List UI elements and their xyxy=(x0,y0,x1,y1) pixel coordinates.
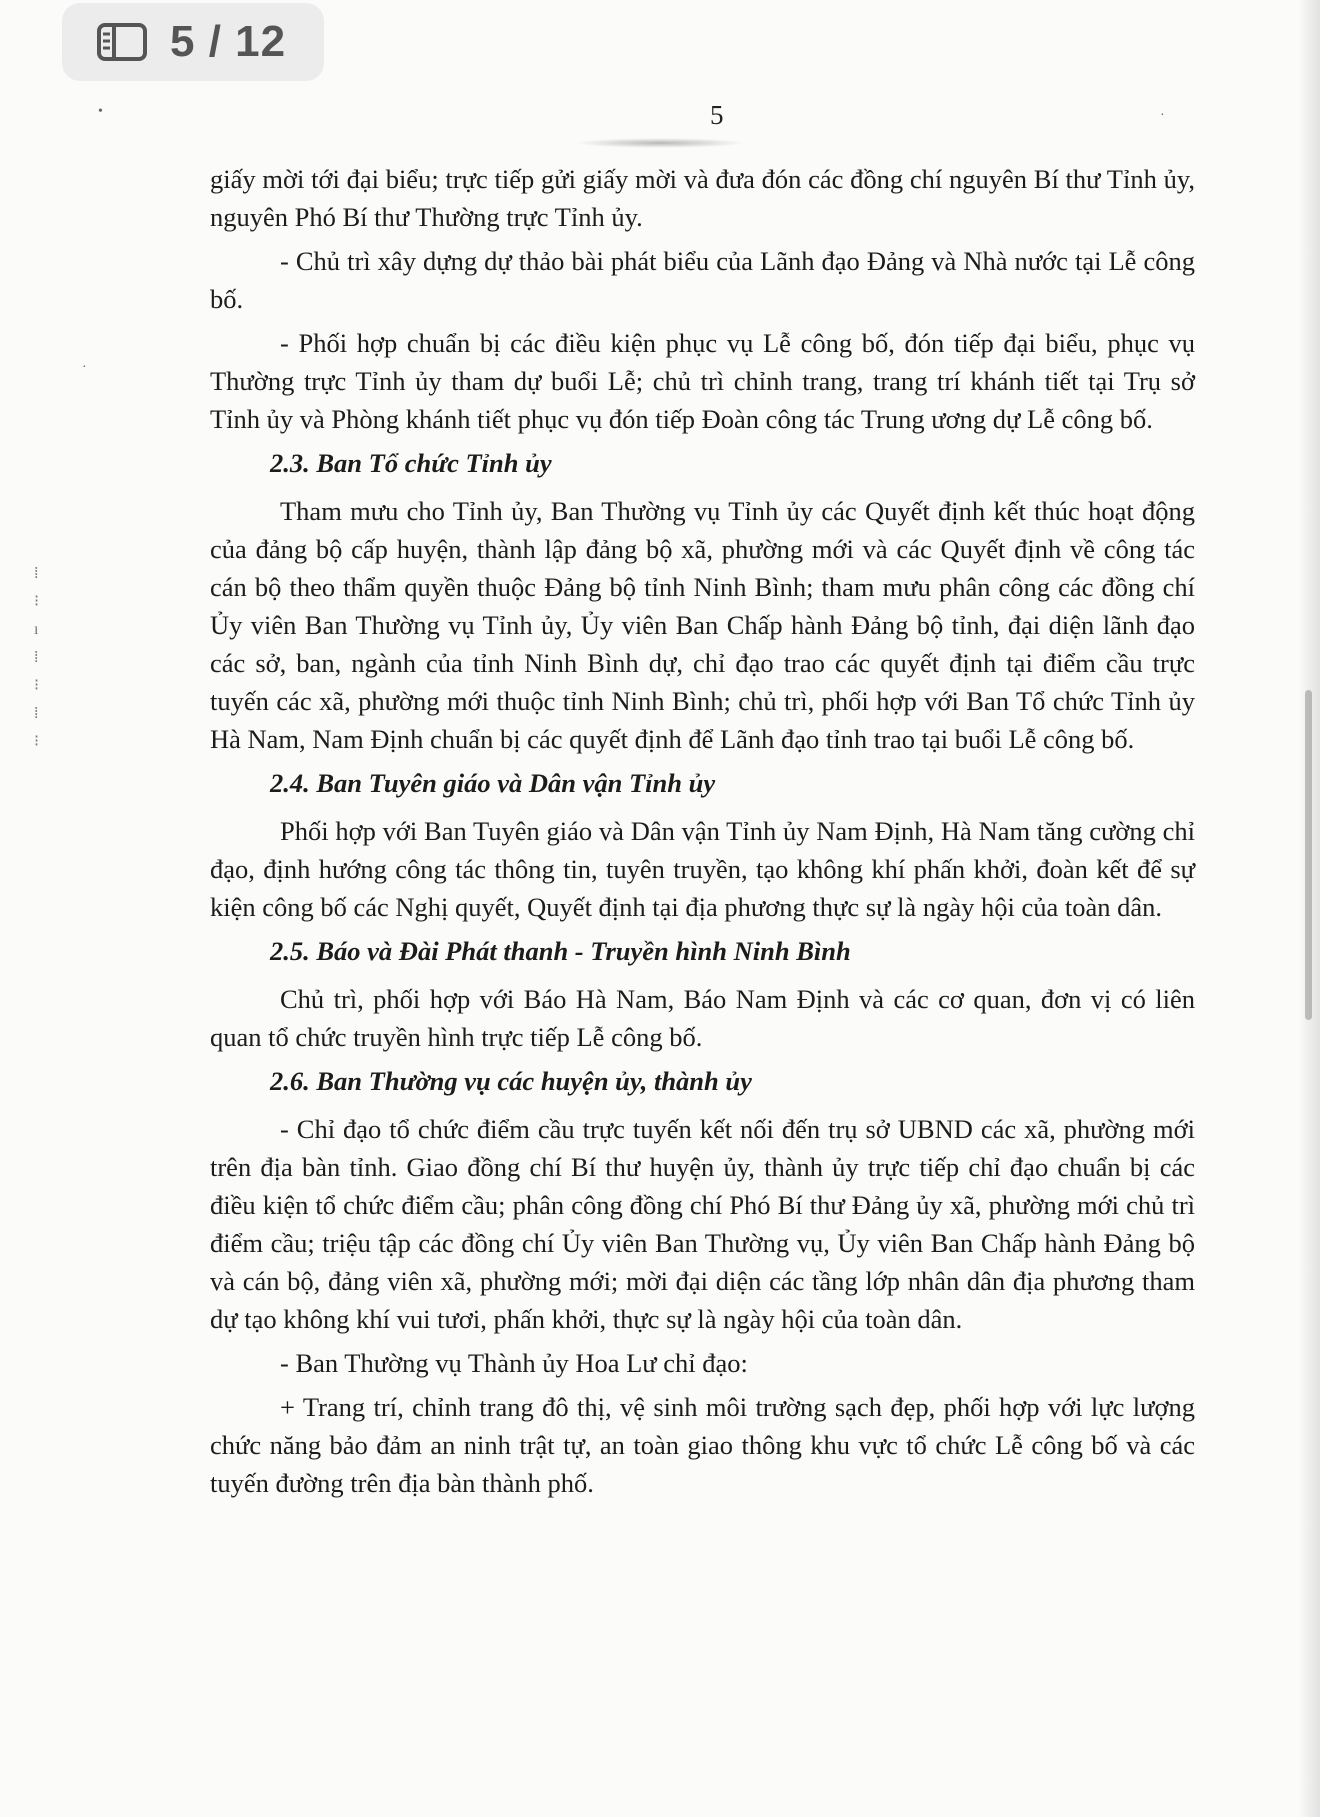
document-body xyxy=(210,160,1195,1508)
page-indicator[interactable] xyxy=(62,3,324,81)
scan-speck: · xyxy=(82,360,87,375)
section-heading: 2.5. Báo và Đài Phát thanh - Truyền hình Ninh Bình xyxy=(270,936,851,966)
margin-marks: ⁞ ⁝ ı ⁞ ⁝ ⁞ ⁝ xyxy=(34,565,40,750)
paragraph: - Phối hợp chuẩn bị các điều kiện phục vụ Lễ công bố, đón tiếp đại biểu, phục vụ Thường trực Tỉnh ủy tham dự buổi Lễ; chủ trì chỉnh trang, trang trí khánh tiết tại Trụ sở Tỉnh ủy và Phòng khánh tiết phục vụ đón tiếp Đoàn công tác Trung ương dự Lễ công bố. xyxy=(210,328,1195,434)
paragraph: + Trang trí, chỉnh trang đô thị, vệ sinh môi trường sạch đẹp, phối hợp với lực lượng chức năng bảo đảm an ninh trật tự, an toàn giao thông khu vực tổ chức Lễ công bố và các tuyến đường trên địa bàn thành phố. xyxy=(210,1392,1195,1498)
paragraph: Chủ trì, phối hợp với Báo Hà Nam, Báo Nam Định và các cơ quan, đơn vị có liên quan tổ chức truyền hình trực tiếp Lễ công bố. xyxy=(210,984,1195,1052)
sidebar-toggle-icon[interactable] xyxy=(96,22,148,62)
scan-speck: · xyxy=(1160,108,1165,123)
paragraph: - Chỉ đạo tổ chức điểm cầu trực tuyến kết nối đến trụ sở UBND các xã, phường mới trên địa bàn tỉnh. Giao đồng chí Bí thư huyện ủy, thành ủy trực tiếp chỉ đạo chuẩn bị các điều kiện tổ chức điểm cầu; phân công đồng chí Phó Bí thư Đảng ủy xã, phường mới chủ trì điểm cầu; triệu tập các đồng chí Ủy viên Ban Thường vụ, Ủy viên Ban Chấp hành Đảng bộ và cán bộ, đảng viên xã, phường mới; mời đại diện các tầng lớp nhân dân địa phương tham dự tạo không khí vui tươi, phấn khởi, thực sự là ngày hội của toàn dân. xyxy=(210,1114,1195,1334)
page-number: 5 xyxy=(710,100,724,130)
paragraph: - Chủ trì xây dựng dự thảo bài phát biểu của Lãnh đạo Đảng và Nhà nước tại Lễ công bố. xyxy=(210,246,1195,314)
scan-speck: • xyxy=(98,104,103,119)
paragraph: - Ban Thường vụ Thành ủy Hoa Lư chỉ đạo: xyxy=(280,1348,748,1378)
section-heading: 2.4. Ban Tuyên giáo và Dân vận Tỉnh ủy xyxy=(270,768,716,798)
scrollbar-thumb[interactable] xyxy=(1305,690,1312,1020)
paragraph: giấy mời tới đại biểu; trực tiếp gửi giấy mời và đưa đón các đồng chí nguyên Bí thư Tỉnh ủy, nguyên Phó Bí thư Thường trực Tỉnh ủy. xyxy=(210,164,1195,232)
section-heading: 2.6. Ban Thường vụ các huyện ủy, thành ủy xyxy=(270,1066,752,1096)
page-count: 5 / 12 xyxy=(170,17,287,66)
paragraph: Phối hợp với Ban Tuyên giáo và Dân vận Tỉnh ủy Nam Định, Hà Nam tăng cường chỉ đạo, định hướng công tác thông tin, tuyên truyền, tạo không khí phấn khởi, đoàn kết để sự kiện công bố các Nghị quyết, Quyết định tại địa phương thực sự là ngày hội của toàn dân. xyxy=(210,816,1195,922)
scan-smudge xyxy=(575,138,745,148)
section-heading: 2.3. Ban Tổ chức Tỉnh ủy xyxy=(270,448,552,478)
paragraph: Tham mưu cho Tỉnh ủy, Ban Thường vụ Tỉnh ủy các Quyết định kết thúc hoạt động của đảng bộ cấp huyện, thành lập đảng bộ xã, phường mới và các Quyết định về công tác cán bộ theo thẩm quyền thuộc Đảng bộ tỉnh Ninh Bình; tham mưu phân công các đồng chí Ủy viên Ban Thường vụ Tỉnh ủy, Ủy viên Ban Chấp hành Đảng bộ tỉnh, đại diện lãnh đạo các sở, ban, ngành của tỉnh Ninh Bình dự, chỉ đạo trao các quyết định tại điểm cầu trực tuyến các xã, phường mới thuộc tỉnh Ninh Bình; chủ trì, phối hợp với Ban Tổ chức Tỉnh ủy Hà Nam, Nam Định chuẩn bị các quyết định để Lãnh đạo tỉnh trao tại buổi Lễ công bố. xyxy=(210,496,1195,754)
